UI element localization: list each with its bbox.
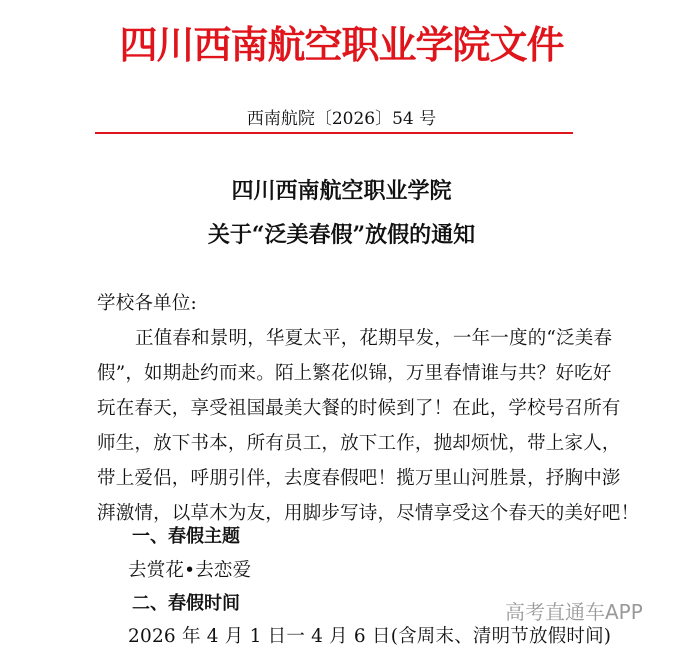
document-org-title: 四川西南航空职业学院文件 (119, 23, 564, 67)
paragraph-line: 正值春和景明，华夏太平，花期早发，一年一度的“泛美春 (135, 328, 613, 349)
red-divider (95, 132, 573, 134)
section1-heading: 一、春假主题 (132, 526, 240, 547)
watermark: 高考直通车APP (505, 600, 643, 624)
paragraph-line: 湃激情，以草木为友，用脚步写诗，尽情享受这个春天的美好吧！ (97, 503, 640, 524)
salutation: 学校各单位: (97, 293, 197, 314)
paragraph-line: 玩在春天，享受祖国最美大餐的时候到了！在此，学校号召所有 (97, 398, 621, 419)
notice-title-line1: 四川西南航空职业学院 (231, 178, 452, 204)
section2-heading: 二、春假时间 (132, 593, 240, 614)
paragraph-line: 带上爱侣，呼朋引伴，去度春假吧！揽万里山河胜景，抒胸中澎 (97, 468, 621, 489)
paragraph-line: 假”，如期赴约而来。陌上繁花似锦，万里春情谁与共？好吃好 (97, 363, 612, 384)
section2-text: 2026 年 4 月 1 日一 4 月 6 日(含周末、清明节放假时间) (128, 626, 612, 647)
document-number: 西南航院〔2026〕54 号 (246, 109, 437, 129)
notice-title-line2: 关于“泛美春假”放假的通知 (207, 222, 476, 248)
paragraph-line: 师生，放下书本，所有员工，放下工作，抛却烦忧，带上家人， (97, 433, 621, 454)
section1-text: 去赏花•去恋爱 (128, 560, 252, 581)
